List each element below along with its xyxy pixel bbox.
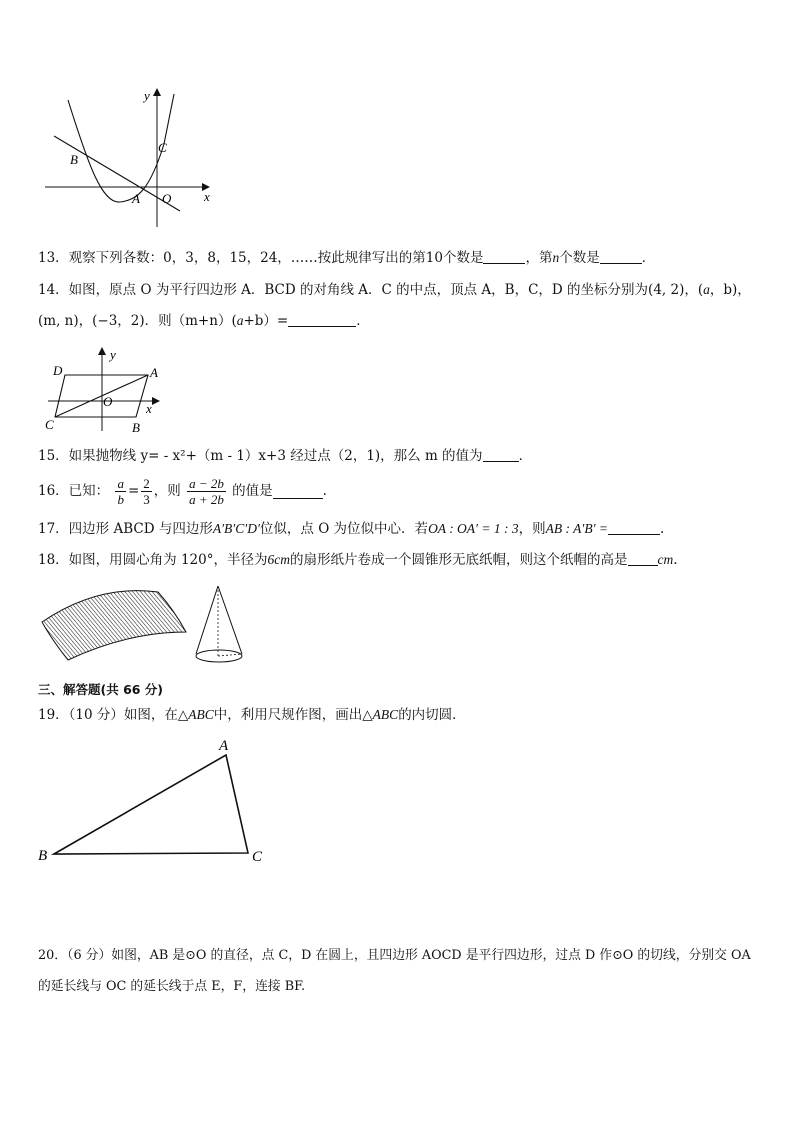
question-18: 18．如图，用圆心角为 120°，半径为6cm的扇形纸片卷成一个圆锥形无底纸帽，则这个纸帽的高是 cm.: [38, 552, 678, 568]
label-c: C: [252, 849, 263, 865]
answer-blank-16[interactable]: [273, 485, 323, 499]
fraction-expression: $\frac{a - 2b}{a + 2b}$: [189, 476, 224, 507]
question-15: 15．如果抛物线 y= - x²+（m - 1）x+3 经过点（2，1)，那么 m 的值为 ．: [38, 448, 533, 464]
label-a: A: [150, 365, 158, 380]
sector-cone-figure: [38, 582, 258, 674]
parallelogram-figure: [40, 345, 170, 435]
answer-blank-18[interactable]: [628, 552, 658, 566]
question-16: 16．已知： $\frac{a}{b}$ = $\frac{2}{3}$ ，则 $\frac{a - 2b}{a + 2b}$ 的值是 .: [38, 476, 327, 507]
answer-blank-13a[interactable]: [483, 250, 525, 264]
triangle-abc: [54, 755, 248, 854]
label-y: y: [110, 347, 116, 362]
label-o: O: [162, 191, 172, 206]
label-a: A: [219, 738, 229, 754]
label-a: A: [132, 191, 140, 206]
question-14-line2: (m, n)，(−3，2)．则（m+n）(a+b）= ．: [38, 313, 370, 329]
parabola-figure: [40, 84, 220, 234]
section-title: 三、解答题(共 66 分): [38, 682, 164, 697]
label-y: y: [144, 88, 150, 103]
answer-blank-13b[interactable]: [600, 250, 642, 264]
question-20-line2: 的延长线与 OC 的延长线于点 E，F，连接 BF.: [38, 979, 306, 994]
label-b: B: [70, 152, 78, 167]
answer-blank-15[interactable]: [483, 448, 519, 462]
triangle-figure: [36, 735, 276, 870]
label-b: B: [38, 848, 48, 864]
fraction-a-over-b: $\frac{a}{b}$: [117, 476, 124, 507]
question-14-line1: 14．如图，原点 O 为平行四边形 A．BCD 的对角线 A．C 的中点，顶点 A，B，C，D 的坐标分别为(4, 2)，(a，b)，: [38, 282, 751, 298]
label-x: x: [204, 189, 210, 204]
label-d: D: [53, 363, 63, 378]
question-20-line1: 20．（6 分）如图，AB 是⊙O 的直径，点 C，D 在圆上，且四边形 AOCD 是平行四边形，过点 D 作⊙O 的切线，分别交 OA: [38, 948, 751, 963]
cone-shape: [196, 586, 242, 654]
question-13: 13．观察下列各数：0，3，8，15，24，……按此规律写出的第10个数是 ，第n个数是 ．: [38, 250, 656, 266]
label-c: C: [45, 417, 54, 432]
sector-shape: [42, 591, 186, 660]
fraction-2-over-3: $\frac{2}{3}$: [143, 476, 150, 507]
answer-blank-17[interactable]: [608, 521, 660, 535]
cone-radius: [218, 654, 242, 656]
answer-blank-14[interactable]: [288, 313, 356, 327]
label-c: C: [158, 140, 167, 155]
label-o: O: [103, 394, 113, 409]
question-19: 19．（10 分）如图，在△ABC中，利用尺规作图，画出△ABC的内切圆．: [38, 707, 466, 723]
label-b: B: [132, 420, 140, 435]
question-17: 17．四边形 ABCD 与四边形A′B′C′D′位似，点 O 为位似中心．若OA : OA′ = 1 : 3，则AB : A′B′ = .: [38, 521, 665, 537]
label-x: x: [146, 401, 152, 416]
